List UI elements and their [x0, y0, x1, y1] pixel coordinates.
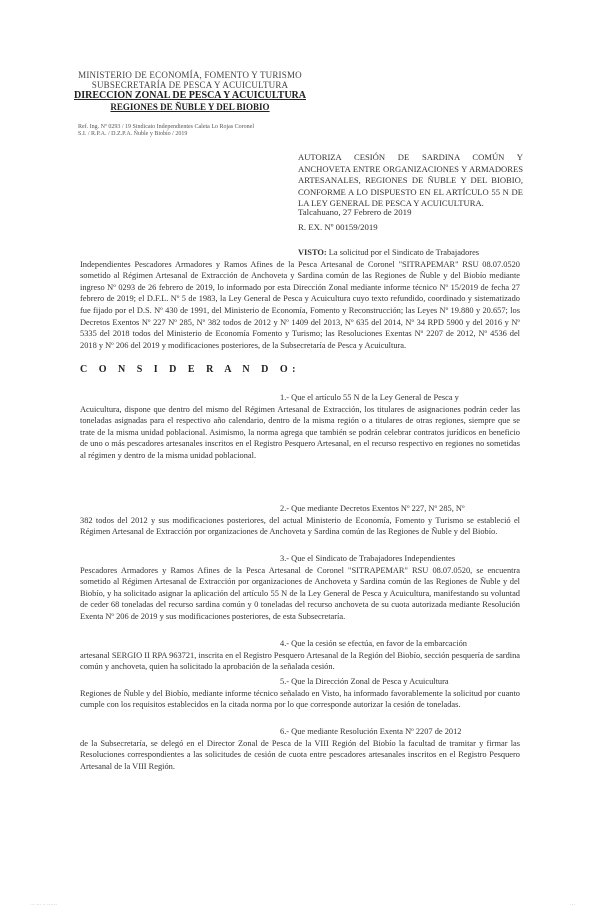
paragraph-4	[80, 638, 520, 673]
paragraph-2-rest: 382 todos del 2012 y sus modificaciones posteriores, del actual Ministerio de Economía, Fomento y Turismo se estableció el Régimen Artesanal de Extracción por organizaciones de Anchoveta y Sardina común de las Regiones de Ñuble y del Biobío.	[80, 515, 520, 537]
paragraph-1	[80, 392, 520, 462]
paragraph-5	[80, 676, 520, 711]
zonal-office-name: DIRECCION ZONAL DE PESCA Y ACUICULTURA	[74, 90, 306, 101]
paragraph-4-rest: artesanal SERGIO II RPA 963721, inscrita en el Registro Pesquero Artesanal de la Región del Biobío, sección pesquería de sardina común y anchoveta, quien ha solicitado la aprobación de la señalada cesión.	[80, 650, 520, 672]
paragraph-6-first: 6.- Que mediante Resolución Exenta Nº 2207 de 2012	[280, 727, 462, 736]
visto-label: VISTO:	[298, 248, 327, 257]
paragraph-6-rest: de la Subsecretaría, se delegó en el Director Zonal de Pesca de la VIII Región del Biobío la facultad de tramitar y firmar las Resoluciones correspondientes a las solicitudes de cesión de cuota entre pescadores artesanales inscritos en el Registro Pesquero Artesanal de la VIII Región.	[80, 738, 520, 771]
paragraph-2	[80, 503, 520, 538]
paragraph-3	[80, 553, 520, 623]
page-footer	[30, 903, 575, 909]
visto-text-rest: Independientes Pescadores Armadores y Ramos Afines de la Pesca Artesanal de Coronel "SITRAPEMAR" RSU 08.07.0520 sometido al Régimen Artesanal de Extracción de Anchoveta y Sardina común de las Regiones de Ñuble y del Biobío mediante ingreso Nº 0293 de 26 febrero de 2019, lo informado por esta Dirección Zonal mediante informe técnico Nº 15/2019 de fecha 27 febrero de 2019; el D.F.L. Nº 5 de 1983, la Ley General de Pesca y Acuicultura cuyo texto refundido, coordinado y sistematizado fue fijado por el D.S. Nº 430 de 1991, del Ministerio de Economía, Fomento y Reconstrucción; las Leyes Nº 19.880 y 20.657; los Decretos Exentos Nº 227 Nº 285, Nº 382 todos de 2012 y Nº 1409 del 2013, Nº 635 del 2014, Nº 34 RPD 5900 y del 2016 y Nº 5335 del 2018 todos del Ministerio de Economía Fomento y Turismo; las Resoluciones Exentas Nº 2207 de 2012, Nº 4536 del 2018 y Nº 206 del 2019 y modificaciones posteriores, de la Subsecretaría de Pesca y Acuicultura.	[80, 259, 520, 350]
reference-lines	[78, 124, 318, 138]
visto-section	[80, 247, 520, 351]
reference-line-2: S.I. / R.P.A. / D.Z.P.A. Ñuble y Biobío / 2019	[78, 131, 188, 137]
paragraph-4-first: 4.- Que la cesión se efectúa, en favor de la embarcación	[280, 639, 467, 648]
ministry-name: MINISTERIO DE ECONOMÍA, FOMENTO Y TURISMO	[78, 70, 302, 80]
considerando-heading: C O N S I D E R A N D O:	[80, 364, 300, 375]
paragraph-1-rest: Acuicultura, dispone que dentro del mismo del Régimen Artesanal de Extracción, los titulares de asignaciones podrán ceder las toneladas asignadas para el respectivo año calendario, dentro de la misma región o a titulares de otras regiones, siempre que se trate de la misma unidad poblacional. Asimismo, la norma agrega que también se podrán celebrar contratos jurídicos en beneficio de uno o más pescadores artesanales inscritos en el Registro Pesquero Artesanal, en el recurso respectivo en regiones no sometidas al régimen y dentro de la misma unidad poblacional.	[80, 404, 520, 460]
paragraph-6	[80, 726, 520, 772]
visto-text-first: La solicitud por el Sindicato de Trabajadores	[328, 248, 480, 257]
letterhead	[70, 70, 310, 112]
footer-left: ··· ··· ·· ······	[30, 903, 58, 908]
paragraph-3-first: 3.- Que el Sindicato de Trabajadores Independientes	[280, 554, 456, 563]
reference-line-1: Ref. Ing. Nº 0293 / 19 Sindicato Independientes Caleta Lo Rojas Coronel	[78, 124, 254, 130]
resolution-number: R. EX. Nº 00159/2019	[298, 222, 378, 232]
place-date: Talcahuano, 27 Febrero de 2019	[298, 207, 412, 217]
resolution-title: AUTORIZA CESIÓN DE SARDINA COMÚN Y ANCHOVETA ENTRE ORGANIZACIONES Y ARMADORES ARTESANALES, REGIONES DE ÑUBLE Y DEL BIOBIO, CONFORME A LO DISPUESTO EN EL ARTÍCULO 55 N DE LA LEY GENERAL DE PESCA Y ACUICULTURA.	[298, 152, 523, 208]
paragraph-3-rest: Pescadores Armadores y Ramos Afines de la Pesca Artesanal de Coronel "SITRAPEMAR" RSU 08.07.0520, se encuentra sometido al Régimen Artesanal de Extracción por organizaciones de Anchoveta y Sardina común de las Regiones de Ñuble y del Biobío, y ha solicitado asignar la aplicación del artículo 55 N de la Ley General de Pesca y Acuicultura, manifestando su voluntad de ceder 68 toneladas del recurso sardina común y 0 toneladas del recurso anchoveta de su cuota autorizada mediante Resolución Exenta Nº 206 de 2019 y sus modificaciones posteriores, de esta Subsecretaría.	[80, 565, 520, 621]
paragraph-1-first: 1.- Que el artículo 55 N de la Ley General de Pesca y	[280, 393, 459, 402]
paragraph-5-first: 5.- Que la Dirección Zonal de Pesca y Acuicultura	[280, 677, 449, 686]
paragraph-2-first: 2.- Que mediante Decretos Exentos Nº 227, Nº 285, Nº	[280, 504, 465, 513]
regions-name: REGIONES DE ÑUBLE Y DEL BIOBIO	[110, 102, 270, 112]
subsecretary-name: SUBSECRETARÍA DE PESCA Y ACUICULTURA	[91, 80, 289, 90]
footer-right: ···	[570, 903, 575, 908]
paragraph-5-rest: Regiones de Ñuble y del Biobío, mediante informe técnico señalado en Visto, ha informado favorablemente la solicitud por cuanto cumple con los requisitos establecidos en la citada norma por lo que corresponde autorizar la cesión de toneladas.	[80, 688, 520, 710]
